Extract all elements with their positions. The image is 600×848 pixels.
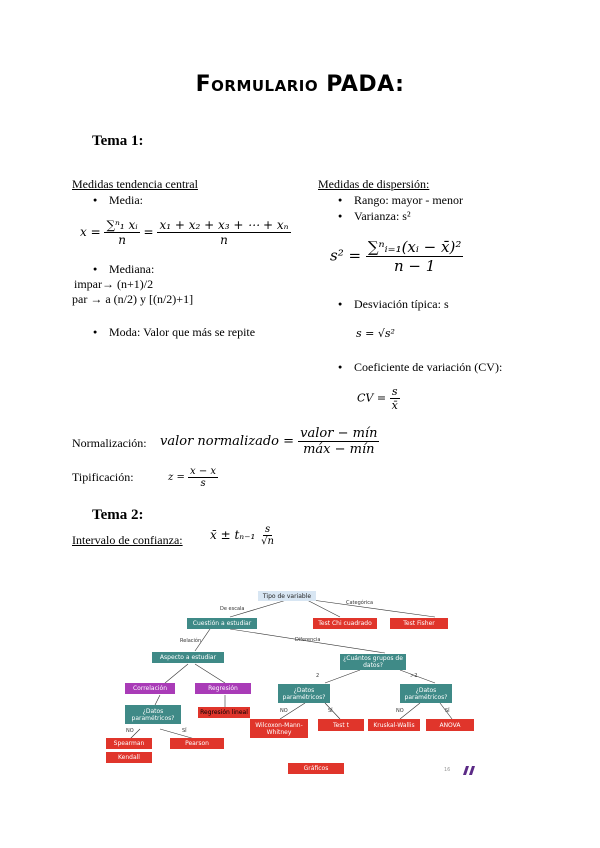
media-num2: x₁ + x₂ + x₃ + ⋯ + xₙ [159,218,289,232]
tipificacion-den: s [200,478,206,489]
intervalo-num: s [264,524,271,535]
mediana-impar: impar→ (n+1)/2 [74,277,154,291]
tipificacion-num: x − x [190,466,217,477]
cv-den: x̄ [391,399,398,412]
page-number: 16 [444,767,451,773]
decision-diagram [100,577,486,787]
page-title: Formulario PADA: [195,72,405,97]
node-test-t: Test t [318,719,364,731]
media-lhs: x = [80,225,101,239]
media-den: n [118,233,126,247]
node-cuantos-grupos: ¿Cuántos grupos de datos? [340,654,406,670]
node-datos-param-3: ¿Datos paramétricos? [125,705,181,724]
media-num: ∑ⁿ₁ xᵢ [106,218,138,232]
node-tipo-variable: Tipo de variable [258,591,316,601]
desviacion-formula: s = √s² [356,327,395,340]
varianza-formula [330,238,463,275]
cv-lhs: CV = [357,391,387,405]
cv-label: ● Coeficiente de variación (CV): [354,360,502,375]
diagram-connectors [100,577,486,787]
label-no-1: NO [280,708,288,714]
media-den2: n [220,233,228,247]
label-si-1: SÍ [328,708,333,714]
intervalo-label: Intervalo de confianza: [72,533,183,547]
node-datos-param-1: ¿Datos paramétricos? [278,684,330,703]
normalizacion-den: máx − mín [303,442,375,457]
brand-logo-icon [462,764,476,776]
node-graficos: Gráficos [288,763,344,774]
label-mas-dos: >2 [410,673,418,679]
node-kendall: Kendall [106,752,152,763]
label-diferencia: Diferencia [295,637,321,643]
normalizacion-formula [160,426,379,457]
central-heading: Medidas tendencia central [72,177,198,191]
node-test-chi: Test Chi cuadrado [313,618,377,629]
label-categorica: Categórica [346,600,374,606]
normalizacion-lhs: valor normalizado = [160,434,295,449]
node-regresion-lineal: Regresión lineal [198,707,250,718]
cv-num: s [391,385,398,398]
node-kruskal: Kruskal-Wallis [368,719,420,731]
mediana-par: par → a (n/2) y [(n/2)+1] [72,292,194,306]
label-dos: 2 [316,673,320,679]
s2-den: n − 1 [393,257,436,275]
tipificacion-lhs: z = [168,472,185,483]
cv-formula [357,385,400,412]
s2-num: ∑ⁿᵢ₌₁(xᵢ − x̄)² [367,238,462,256]
intervalo-lhs: x̄ ± tₙ₋₁ [210,528,256,542]
node-aspecto: Aspecto a estudiar [152,652,224,663]
normalizacion-label: Normalización: [72,436,147,450]
mediana-label: ● Mediana: [109,262,154,277]
tipificacion-formula [168,466,218,489]
label-de-escala: De escala [220,606,245,612]
label-si-3: SÍ [182,728,187,734]
node-anova: ANOVA [426,719,474,731]
label-si-2: SÍ [445,708,450,714]
tipificacion-label: Tipificación: [72,470,134,484]
label-no-3: NO [126,728,134,734]
tema1-heading: Tema 1: [92,133,144,149]
moda-label: ● Moda: Valor que más se repite [109,325,255,340]
media-eq: = [143,225,154,239]
node-test-fisher: Test Fisher [390,618,448,629]
node-cuestion: Cuestión a estudiar [187,618,257,629]
node-correlacion: Correlación [125,683,175,694]
node-regresion: Regresión [195,683,251,694]
normalizacion-num: valor − mín [300,426,378,441]
intervalo-den: √n [261,536,274,547]
dispersion-heading: Medidas de dispersión: [318,177,430,191]
varianza: ● Varianza: s² [354,209,411,224]
rango: ● Rango: mayor - menor [354,193,463,208]
node-spearman: Spearman [106,738,152,749]
media-label: ● Media: [109,193,143,208]
intervalo-formula [210,524,276,547]
s2-lhs: s² = [330,246,362,265]
media-formula [80,218,291,247]
label-relacion: Relación [180,638,202,644]
node-datos-param-2: ¿Datos paramétricos? [400,684,452,703]
desviacion: ● Desviación típica: s [354,297,449,312]
label-no-2: NO [396,708,404,714]
tema2-heading: Tema 2: [92,507,144,523]
node-pearson: Pearson [170,738,224,749]
node-wilcoxon: Wilcoxon-Mann-Whitney [250,719,308,738]
